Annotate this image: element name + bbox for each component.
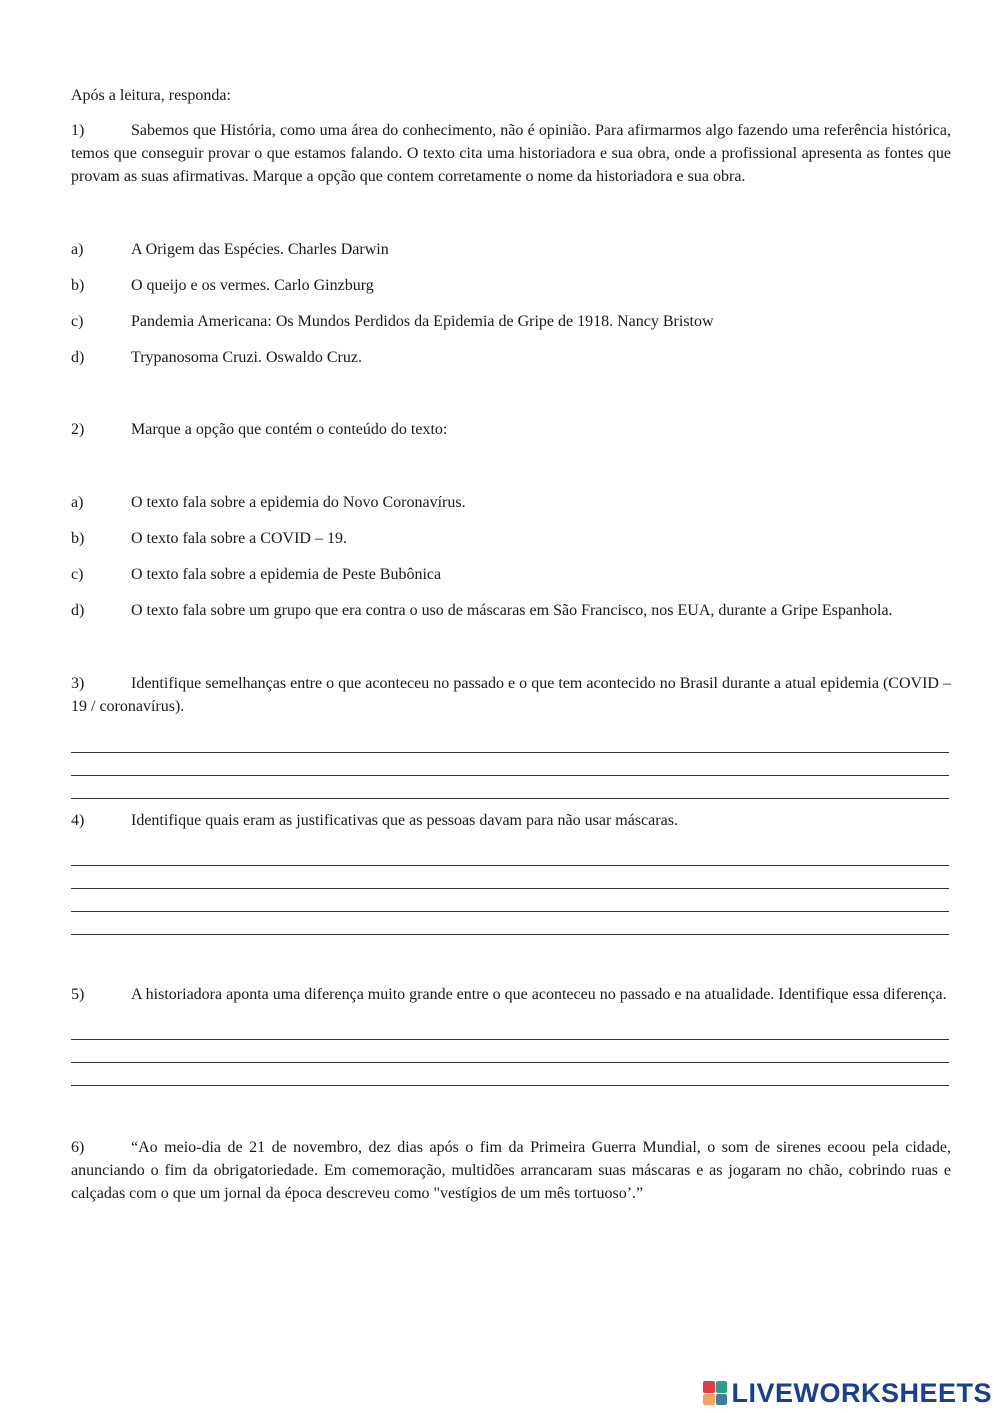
question-number: 6): [71, 1139, 85, 1156]
answer-line[interactable]: [71, 776, 949, 799]
question-2-options: [71, 491, 951, 622]
answer-line[interactable]: [71, 912, 949, 935]
answer-line[interactable]: [71, 1040, 949, 1063]
question-6: [71, 1136, 951, 1205]
answer-line[interactable]: [71, 753, 949, 776]
question-number: 1): [71, 122, 85, 139]
question-text: Marque a opção que contém o conteúdo do texto:: [131, 421, 448, 438]
question-3: [71, 672, 951, 718]
option-d[interactable]: d) O texto fala sobre um grupo que era contra o uso de máscaras em São Francisco, nos EUA, durante a Gripe Espanhola.: [71, 602, 893, 619]
intro-text: Após a leitura, responda:: [71, 87, 231, 104]
answer-line[interactable]: [71, 866, 949, 889]
logo-text: LIVEWORKSHEETS: [731, 1378, 992, 1408]
answer-line[interactable]: [71, 843, 949, 866]
question-5: [71, 983, 951, 1006]
question-text: “Ao meio-dia de 21 de novembro, dez dias após o fim da Primeira Guerra Mundial, o som de sirenes ecoou pela cidade, anunciando o fim da obrigatoriedade. Em comemoração, multidões arrancaram suas máscaras e as jogaram no chão, cobrindo ruas e calçadas com o que um jornal da época descreveu como "vestígios de um mês tortuoso’.”: [71, 1139, 951, 1202]
option-b[interactable]: b) O texto fala sobre a COVID – 19.: [71, 530, 347, 547]
question-number: 2): [71, 421, 85, 438]
option-d[interactable]: d) Trypanosoma Cruzi. Oswaldo Cruz.: [71, 349, 362, 366]
question-text: A historiadora aponta uma diferença muito grande entre o que aconteceu no passado e na atualidade. Identifique essa diferença.: [131, 986, 947, 1003]
answer-area-3[interactable]: [71, 730, 951, 799]
answer-line[interactable]: [71, 1063, 949, 1086]
question-number: 5): [71, 986, 85, 1003]
question-text: Identifique quais eram as justificativas que as pessoas davam para não usar máscaras.: [131, 812, 678, 829]
answer-area-5[interactable]: [71, 1017, 951, 1086]
option-a[interactable]: a) O texto fala sobre a epidemia do Novo Coronavírus.: [71, 494, 466, 511]
question-number: 4): [71, 812, 85, 829]
question-1: [71, 119, 951, 188]
question-text: Sabemos que História, como uma área do conhecimento, não é opinião. Para afirmarmos algo fazendo uma referência histórica, temos que conseguir provar o que estamos falando. O texto cita uma historiadora e sua obra, onde a profissional apresenta as fontes que provam as suas afirmativas. Marque a opção que contem corretamente o nome da historiadora e sua obra.: [71, 122, 951, 185]
liveworksheets-logo: [703, 1378, 992, 1408]
answer-line[interactable]: [71, 730, 949, 753]
option-a[interactable]: a) A Origem das Espécies. Charles Darwin: [71, 241, 389, 258]
question-number: 3): [71, 675, 85, 692]
question-1-options: [71, 238, 951, 369]
answer-line[interactable]: [71, 1017, 949, 1040]
question-4: [71, 809, 951, 832]
question-2: [71, 418, 951, 441]
worksheet-page: [71, 84, 951, 1205]
answer-line[interactable]: [71, 889, 949, 912]
option-c[interactable]: c) Pandemia Americana: Os Mundos Perdidos da Epidemia de Gripe de 1918. Nancy Bristow: [71, 313, 714, 330]
liveworksheets-logo-icon: [703, 1381, 727, 1405]
question-text: Identifique semelhanças entre o que aconteceu no passado e o que tem acontecido no Brasil durante a atual epidemia (COVID – 19 / coronavírus).: [71, 675, 951, 715]
option-c[interactable]: c) O texto fala sobre a epidemia de Peste Bubônica: [71, 566, 442, 583]
answer-area-4[interactable]: [71, 843, 951, 935]
option-b[interactable]: b) O queijo e os vermes. Carlo Ginzburg: [71, 277, 374, 294]
